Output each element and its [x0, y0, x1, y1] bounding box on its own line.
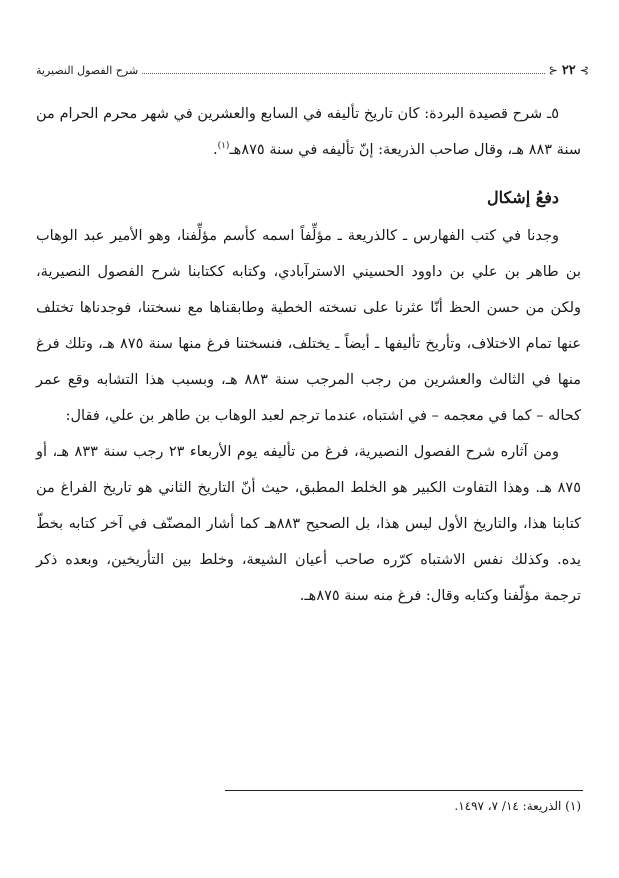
page-number-block: [549, 63, 589, 78]
ornament-left: ⊰: [548, 63, 558, 77]
page-body: [36, 96, 581, 614]
header-dotted-leader: [142, 73, 544, 74]
paragraph-item-5-end: .: [212, 142, 218, 158]
footnote-divider: [225, 790, 583, 791]
section-heading: دفعُ إشكال: [486, 188, 559, 207]
page-number: ٢٢: [561, 62, 576, 78]
running-title: شرح الفصول النصيرية: [36, 63, 139, 77]
footnote: (١) الذريعة: ١٤/ ٧، ١٤٩٧.: [454, 799, 581, 813]
paragraph-item-5: [36, 96, 581, 168]
running-header: [30, 60, 589, 80]
ornament-right: ⊱: [579, 63, 589, 77]
paragraph-3: ومن آثاره شرح الفصول النصيرية، فرغ من تأليفه يوم الأربعاء ٢٣ رجب سنة ٨٣٣ هـ، أو ٨٧٥ هـ. وهذا التفاوت الكبير هو الخلط المطبق، حيث أنّ التاريخ الثاني هو تاريخ الفراغ من كتابنا هذا، والتاريخ الأول ليس هذا، بل الصحيح ٨٨٣هـ كما أشار المصنّف في آخر كتابه بخطّ يده. وكذلك نفس الاشتباه كرّره صاحب أعيان الشيعة، وخلط بين التأريخين، وبعده ذكر ترجمة مؤلّفنا وكتابه وقال: فرغ منه سنة ٨٧٥هـ.: [36, 444, 581, 604]
paragraph-2: وجدنا في كتب الفهارس ـ كالذريعة ـ مؤلِّفاً اسمه كأسم مؤلِّفنا، وهو الأمير عبد الوهاب بن طاهر بن علي بن داوود الحسيني الاسترآبادي، وكتابه ككتابنا شرح الفصول النصيرية، ولكن من حسن الحظ أنّا عثرنا على نسخته الخطية وطابقناها مع نسختنا، فوجدناها تختلف عنها تمام الاختلاف، وتأريخ تأليفها ـ أيضاً ـ يختلف، فنسختنا فرغ منها سنة ٨٧٥ هـ، وتلك فرغ منها في الثالث والعشرين من رجب المرجب سنة ٨٨٣ هـ، وبسبب هذا التشابه وقع عمر كحاله – كما في معجمه – في اشتباه، عندما ترجم لعبد الوهاب بن طاهر بن علي، فقال:: [36, 228, 582, 424]
paragraph-item-5-text: ٥ـ شرح قصيدة البردة: كان تاريخ تأليفه في السابع والعشرين في شهر محرم الحرام من سنة ٨٨٣ هـ، وقال صاحب الذريعة: إنّ تأليفه في سنة ٨٧٥هـ: [36, 106, 581, 158]
footnote-reference: (١): [217, 141, 230, 152]
